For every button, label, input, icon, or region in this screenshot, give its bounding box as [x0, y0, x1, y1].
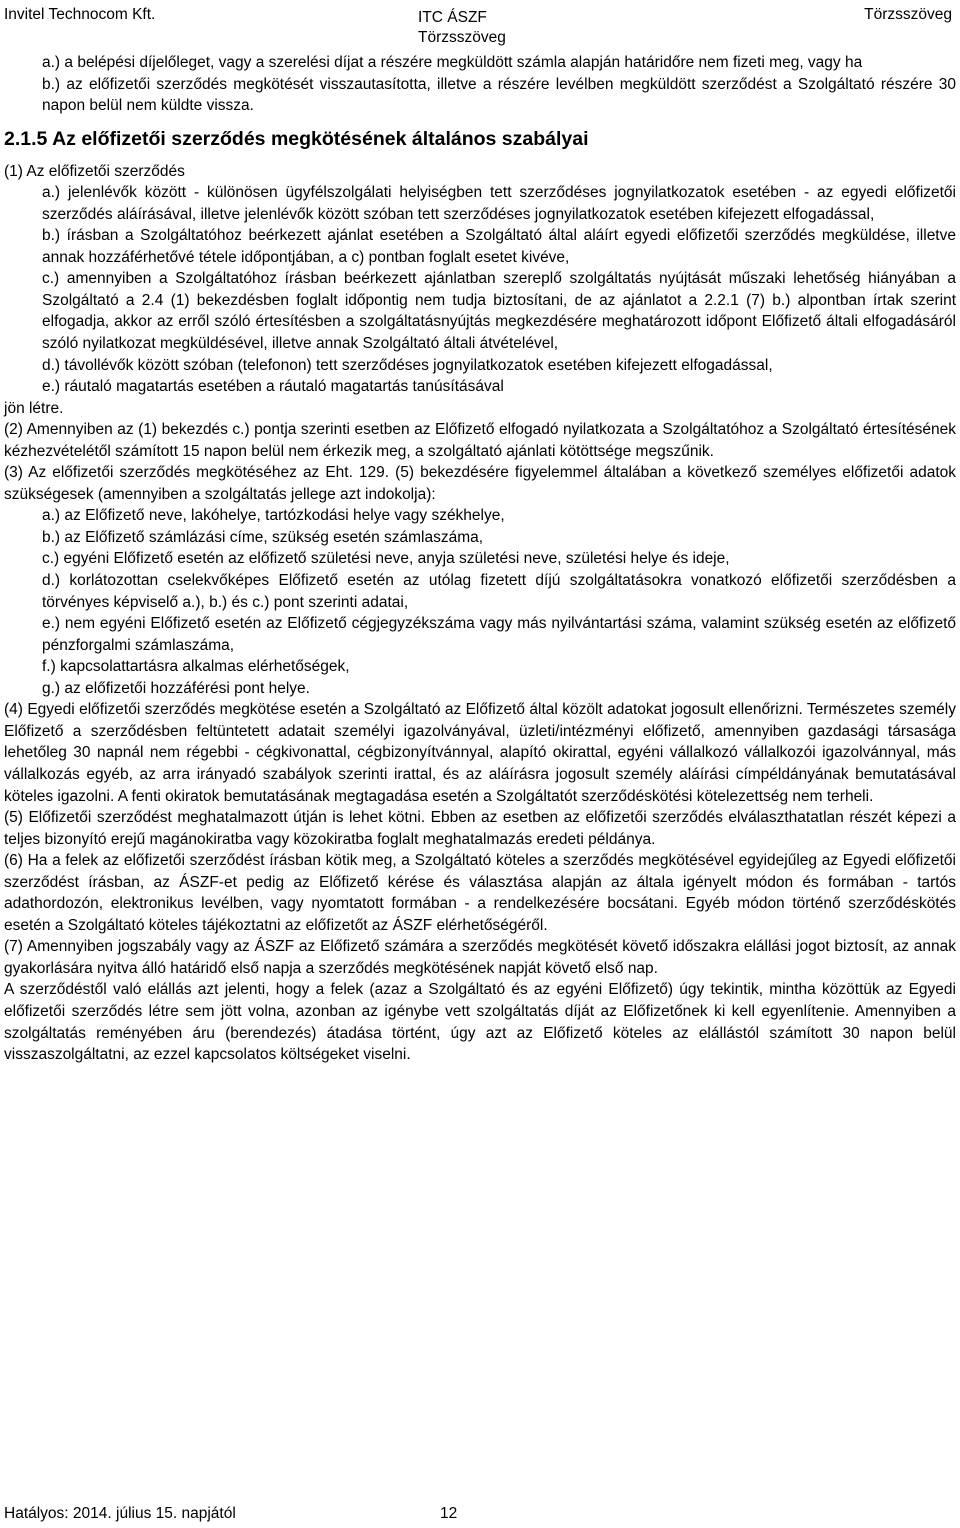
intro-item-a: a.) a belépési díjelőleget, vagy a szerelési díjat a részére megküldött számla alapján határidőre nem fizeti meg, vagy ha	[42, 54, 863, 71]
page-header	[0, 6, 960, 46]
paragraph-3-item-a: a.) az Előfizető neve, lakóhelye, tartózkodási helye vagy székhelye,	[42, 507, 505, 525]
section-title: 2.1.5 Az előfizetői szerződés megkötésének általános szabályai	[4, 127, 589, 150]
paragraph-3: (3) Az előfizetői szerződés megkötéséhez az Eht. 129. (5) bekezdésére figyelemmel általában a következő személyes előfizetői adatok szükségesek (amennyiben a szolgáltatás jellege azt indokolja):	[4, 464, 956, 503]
paragraph-3-item-c: c.) egyéni Előfizető esetén az előfizető születési neve, anyja születési neve, születési helye és ideje,	[42, 550, 730, 568]
paragraph-2: (2) Amennyiben az (1) bekezdés c.) pontja szerinti esetben az Előfizető elfogadó nyilatkozata a Szolgáltatóhoz a Szolgáltató értesítésének kézhezvételétől számított 15 napon belül nem érkezik meg, a szolgáltató ajánlati kötöttsége megszűnik.	[4, 421, 956, 460]
intro-item-b: b.) az előfizetői szerződés megkötését visszautasította, illetve a részére levélben megküldött szerződést a Szolgáltató részére 30 napon belül nem küldte vissza.	[42, 75, 956, 115]
paragraph-1-heading: (1) Az előfizetői szerződés	[4, 162, 185, 180]
paragraph-6: (6) Ha a felek az előfizetői szerződést írásban kötik meg, a Szolgáltató köteles a szerződés megkötésével egyidejűleg az Egyedi előfizetői szerződést írásban, az ÁSZF-et pedig az Előfizető kérése és választása alapján az általa igényelt módon és formában - tartós adathordozón, elektronikus levélben, vagy nyomtatott formában - a rendelkezésére bocsátani. Egyéb módon történő szerződéskötés esetén a Szolgáltató köteles tájékoztatni az előfizetőt az ÁSZF elérhetőségéről.	[4, 852, 956, 934]
paragraph-4: (4) Egyedi előfizetői szerződés megkötése esetén a Szolgáltató az Előfizető által közölt adatokat jogosult ellenőrizni. Természetes személy Előfizető a szerződésben feltüntetett adatait személyi igazolványával, üzleti/intézményi előfizető, amennyiben gazdasági társasága lehetőleg 30 napnál nem régebbi - cégkivonattal, cégbizonyítvánnyal, alapító okirattal, egyéni vállalkozó vállalkozói igazolvánnyal, más vállalkozás egyéb, az arra irányadó szabályok szerinti irattal, és az aláírásra jogosult személy aláírási címpéldányának bemutatásával köteles igazolni. A fenti okiratok bemutatásának megtagadása esetén a Szolgáltatót szerződéskötési kötelezettség nem terheli.	[4, 701, 956, 805]
paragraph-3-item-f: f.) kapcsolattartásra alkalmas elérhetőségek,	[42, 658, 350, 676]
paragraph-1-item-b: b.) írásban a Szolgáltatóhoz beérkezett ajánlat esetében a Szolgáltató által aláírt egyedi előfizetői szerződés megküldése, illetve annak hozzáférhetővé tétele időpontjában, a c) pontban foglalt esetet kivéve,	[42, 227, 956, 266]
page-number: 12	[440, 1505, 458, 1522]
paragraph-3-item-d: d.) korlátozottan cselekvőképes Előfizető esetén az utólag fizetett díjú szolgáltatásokra vonatkozó előfizetői szerződésben a törvényes képviselő a.), b.) és c.) pont szerinti adatai,	[42, 572, 956, 611]
footer-effective-date: Hatályos: 2014. július 15. napjától	[4, 1505, 236, 1522]
paragraph-1-item-c: c.) amennyiben a Szolgáltatóhoz írásban beérkezett ajánlatban szereplő szolgáltatás nyújtását műszaki lehetőség hiányában a Szolgáltató a 2.4 (1) bekezdésben foglalt időpontig nem tudja biztosítani, de az ajánlatot a 2.2.1 (7) b.) alpontban írtak szerint elfogadja, akkor az erről szóló értesítésben a szolgáltatásnyújtás megkezdésére meghatározott időpont Előfizető általi elfogadásáról szóló nyilatkozat megküldésével, illetve annak Szolgáltató általi átvételével,	[42, 270, 956, 353]
header-title-line1: ITC ÁSZF	[418, 9, 487, 26]
paragraph-3-item-g: g.) az előfizetői hozzáférési pont helye.	[42, 679, 310, 697]
header-document-title	[418, 8, 506, 48]
header-company: Invitel Technocom Kft.	[4, 6, 156, 23]
paragraph-1-tail: jön létre.	[4, 399, 64, 417]
paragraph-1-item-a: a.) jelenlévők között - különösen ügyfélszolgálati helyiségben tett szerződéses jognyilatkozatok esetében - az egyedi előfizetői szerződés aláírásával, illetve jelenlévők között szóban tett szerződéses jognyilatkozatok esetében kifejezett elfogadással,	[42, 184, 956, 223]
document-body	[4, 52, 956, 1066]
paragraph-5: (5) Előfizetői szerződést meghatalmazott útján is lehet kötni. Ebben az esetben az előfizetői szerződés elválaszthatatlan részét képezi a teljes bizonyító erejű magánokiratba vagy közokiratba foglalt meghatalmazás eredeti példánya.	[4, 809, 956, 848]
header-title-line2: Törzsszöveg	[418, 29, 506, 46]
paragraph-1-item-e: e.) ráutaló magatartás esetében a ráutaló magatartás tanúsításával	[42, 378, 504, 396]
paragraph-3-item-b: b.) az Előfizető számlázási címe, szükség esetén számlaszáma,	[42, 528, 484, 546]
paragraph-3-item-e: e.) nem egyéni Előfizető esetén az Előfizető cégjegyzékszáma vagy más nyilvántartási száma, valamint szükség esetén az előfizető pénzforgalmi számlaszáma,	[42, 615, 956, 654]
paragraph-7: (7) Amennyiben jogszabály vagy az ÁSZF az Előfizető számára a szerződés megkötését követő időszakra elállási jogot biztosít, az annak gyakorlására nyitva álló határidő első napja a szerződés megkötésének napját követő első nap.	[4, 938, 956, 977]
paragraph-8: A szerződéstől való elállás azt jelenti, hogy a felek (azaz a Szolgáltató és az egyéni Előfizető) úgy tekintik, mintha közöttük az Egyedi előfizetői szerződés létre sem jött volna, azonban az igénybe vett szolgáltatás díját az Előfizetőnek ki kell egyenlítenie. Amennyiben a szolgáltatás reményében áru (berendezés) átadása történt, úgy azt az Előfizető köteles az elállástól számított 30 napon belül visszaszolgáltatni, az ezzel kapcsolatos költségeket viselni.	[4, 981, 956, 1064]
header-right-label: Törzsszöveg	[864, 6, 952, 23]
paragraph-1-item-d: d.) távollévők között szóban (telefonon) tett szerződéses jognyilatkozatok esetében kifejezett elfogadással,	[42, 356, 773, 374]
